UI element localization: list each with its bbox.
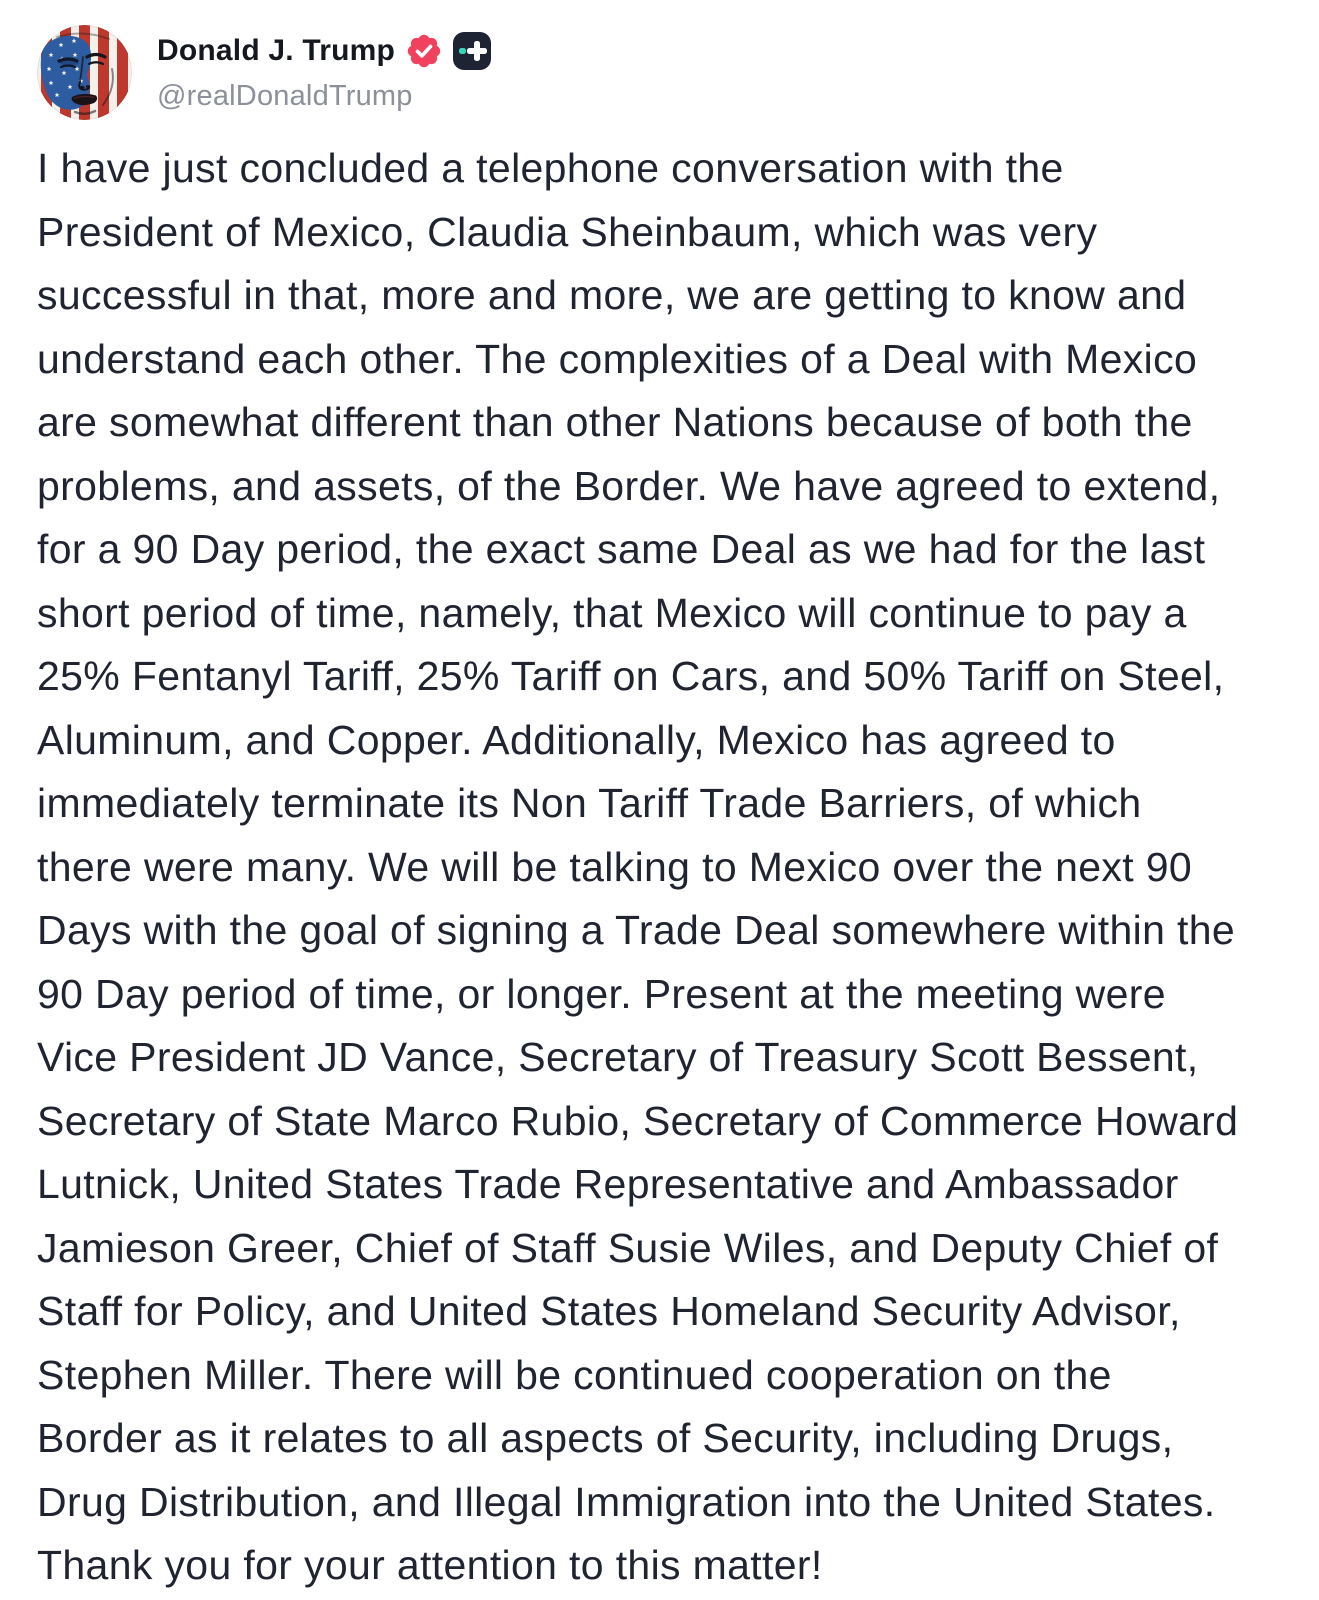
post-text-line: 90 Day period of time, or longer. Present at the meeting were	[37, 970, 1166, 1017]
post-text-line: Aluminum, and Copper. Additionally, Mexico has agreed to	[37, 716, 1116, 763]
post-text-line: Lutnick, United States Trade Representative and Ambassador	[37, 1161, 1179, 1207]
post-text-line: for a 90 Day period, the exact same Deal as we had for the last	[37, 526, 1206, 572]
post-text-line: Secretary of State Marco Rubio, Secretary of Commerce Howard	[37, 1097, 1239, 1144]
post-text-line: Staff for Policy, and United States Homeland Security Advisor,	[37, 1288, 1181, 1334]
avatar-image	[37, 25, 132, 120]
post-text-line: President of Mexico, Claudia Sheinbaum, which was very	[37, 208, 1098, 255]
post-text-line: immediately terminate its Non Tariff Trade Barriers, of which	[37, 780, 1142, 826]
post-text-line: are somewhat different than other Nations because of both the	[37, 399, 1193, 445]
post-text-line: Drug Distribution, and Illegal Immigration into the United States.	[37, 1478, 1216, 1525]
name-row	[157, 29, 491, 73]
post-text-line: Thank you for your attention to this matter!	[37, 1542, 823, 1588]
avatar[interactable]	[37, 25, 132, 120]
post-text-line: Stephen Miller. There will be continued cooperation on the	[37, 1351, 1112, 1398]
post-text-line: Border as it relates to all aspects of Security, including Drugs,	[37, 1415, 1174, 1461]
truth-social-badge-icon	[453, 32, 491, 70]
identity-block	[157, 25, 491, 113]
user-handle[interactable]: @realDonaldTrump	[157, 80, 413, 112]
post-text-line: Vice President JD Vance, Secretary of Treasury Scott Bessent,	[37, 1034, 1199, 1080]
post-text-line: Jamieson Greer, Chief of Staff Susie Wiles, and Deputy Chief of	[37, 1224, 1219, 1271]
post-text-line: 25% Fentanyl Tariff, 25% Tariff on Cars, and 50% Tariff on Steel,	[37, 653, 1225, 699]
display-name[interactable]: Donald J. Trump	[157, 34, 396, 67]
post-text-line: understand each other. The complexities of a Deal with Mexico	[37, 335, 1198, 382]
post-header	[37, 25, 1286, 120]
post-text-line: problems, and assets, of the Border. We have agreed to extend,	[37, 462, 1221, 509]
post-text-line: short period of time, namely, that Mexico will continue to pay a	[37, 589, 1187, 636]
post-text-line: Days with the goal of signing a Trade Deal somewhere within the	[37, 907, 1236, 953]
verified-badge-icon	[405, 32, 443, 70]
post-text	[37, 137, 1286, 1598]
post-text-line: there were many. We will be talking to Mexico over the next 90	[37, 843, 1193, 890]
post-text-line: successful in that, more and more, we are getting to know and	[37, 272, 1187, 318]
post-text-line: I have just concluded a telephone conversation with the	[37, 145, 1064, 191]
